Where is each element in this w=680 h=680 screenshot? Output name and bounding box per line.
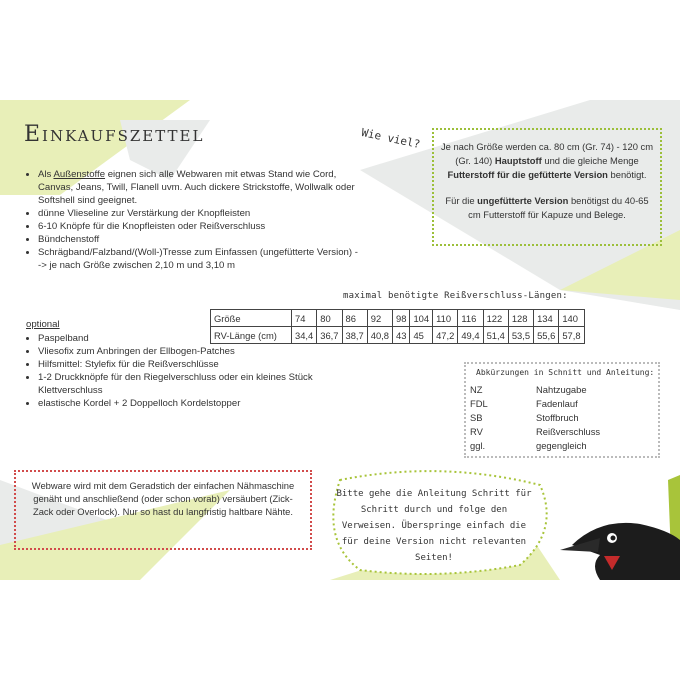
list-item: • Als Außenstoffe eignen sich alle Webwaren mit etwas Stand wie Cord, Canvas, Jeans, Twill, Flanell uvm. Auch dickere Strickstoffe, Wollwalk oder Softshell sind geeignet. — [38, 168, 358, 207]
table-cell: 122 — [483, 310, 508, 327]
table-cell: 55,6 — [534, 327, 559, 344]
abbreviation-meaning: Fadenlauf — [536, 398, 578, 409]
table-cell: Größe — [211, 310, 292, 327]
table-cell: 98 — [393, 310, 410, 327]
optional-label: optional — [26, 319, 60, 330]
page-title: Einkaufszettel — [24, 122, 205, 147]
table-cell: RV-Länge (cm) — [211, 327, 292, 344]
materials-list — [22, 168, 358, 272]
table-cell: 45 — [410, 327, 433, 344]
table-row-lengths — [211, 327, 585, 344]
abbreviation-meaning: Reißverschluss — [536, 426, 601, 437]
table-cell: 74 — [292, 310, 317, 327]
table-cell: 38,7 — [342, 327, 367, 344]
list-item: • Vliesofix zum Anbringen der Ellbogen-Patches — [38, 345, 358, 358]
table-cell: 86 — [342, 310, 367, 327]
abbreviation-key: RV — [470, 426, 483, 437]
table-cell: 92 — [367, 310, 392, 327]
unlined-amount-text: Für die ungefütterte Version benötigst du 40-65 cm Futterstoff für Kapuze und Belege. — [445, 195, 649, 220]
table-cell: 51,4 — [483, 327, 508, 344]
list-item: • 1-2 Druckknöpfe für den Riegelverschluss oder ein kleines Stück Klettverschluss — [38, 371, 358, 397]
table-cell: 53,5 — [508, 327, 533, 344]
abbreviations-box — [464, 362, 660, 458]
recipe-page — [0, 100, 680, 580]
list-item: • dünne Vlieseline zur Verstärkung der Knopfleisten — [38, 207, 358, 220]
table-cell: 134 — [534, 310, 559, 327]
list-item: • 6-10 Knöpfe für die Knopfleisten oder Reißverschluss — [38, 220, 358, 233]
table-cell: 80 — [317, 310, 342, 327]
list-item: • elastische Kordel + 2 Doppelloch Kordelstopper — [38, 397, 358, 410]
abbreviation-key: SB — [470, 412, 483, 423]
abbreviation-meaning: gegengleich — [536, 440, 587, 451]
webware-note-text: Webware wird mit dem Geradstich der einfachen Nähmaschine genäht und anschließend (oder schon vorab) versäubert (Zick-Zack oder Overlock). Nur so hast du langfristig haltbare Nähte. — [31, 480, 295, 517]
table-cell: 40,8 — [367, 327, 392, 344]
list-item: • Hilfsmittel: Stylefix für die Reißverschlüsse — [38, 358, 358, 371]
abbreviation-key: ggl. — [470, 440, 486, 451]
webware-note-box — [14, 470, 312, 550]
list-item: • Schrägband/Falzband/(Woll-)Tresse zum Einfassen (ungefütterte Version) --> je nach Größe zwischen 2,10 m und 3,10 m — [38, 246, 358, 272]
table-cell: 140 — [559, 310, 584, 327]
table-cell: 43 — [393, 327, 410, 344]
fabric-amount-box — [432, 128, 662, 246]
table-row-sizes — [211, 310, 585, 327]
table-cell: 47,2 — [433, 327, 458, 344]
zipper-table-heading: maximal benötigte Reißverschluss-Längen: — [343, 291, 568, 301]
zipper-length-table — [210, 309, 585, 344]
list-item: • Bündchenstoff — [38, 233, 358, 246]
table-cell: 36,7 — [317, 327, 342, 344]
table-cell: 49,4 — [458, 327, 483, 344]
instruction-bubble-text: Bitte gehe die Anleitung Schritt für Schritt durch und folge den Verweisen. Überspringe einfach die für deine Version nicht relevanten Seiten! — [336, 489, 532, 563]
wieviel-heading: Wie viel? — [360, 126, 422, 152]
table-cell: 128 — [508, 310, 533, 327]
table-cell: 57,8 — [559, 327, 584, 344]
table-cell: 110 — [433, 310, 458, 327]
abbreviation-meaning: Nahtzugabe — [536, 384, 587, 395]
fabric-amount-text: Je nach Größe werden ca. 80 cm (Gr. 74) - 120 cm (Gr. 140) Hauptstoff und die gleiche Menge Futterstoff für die gefütterte Version benötigt. — [440, 141, 654, 180]
table-cell: 104 — [410, 310, 433, 327]
abbreviation-key: NZ — [470, 384, 483, 395]
table-cell: 34,4 — [292, 327, 317, 344]
list-item: • Paspelband — [38, 332, 358, 345]
crow-illustration — [560, 523, 680, 580]
abbreviations-title: Abkürzungen in Schnitt und Anleitung: — [476, 368, 655, 377]
abbreviation-key: FDL — [470, 398, 488, 409]
abbreviation-meaning: Stoffbruch — [536, 412, 579, 423]
table-cell: 116 — [458, 310, 483, 327]
